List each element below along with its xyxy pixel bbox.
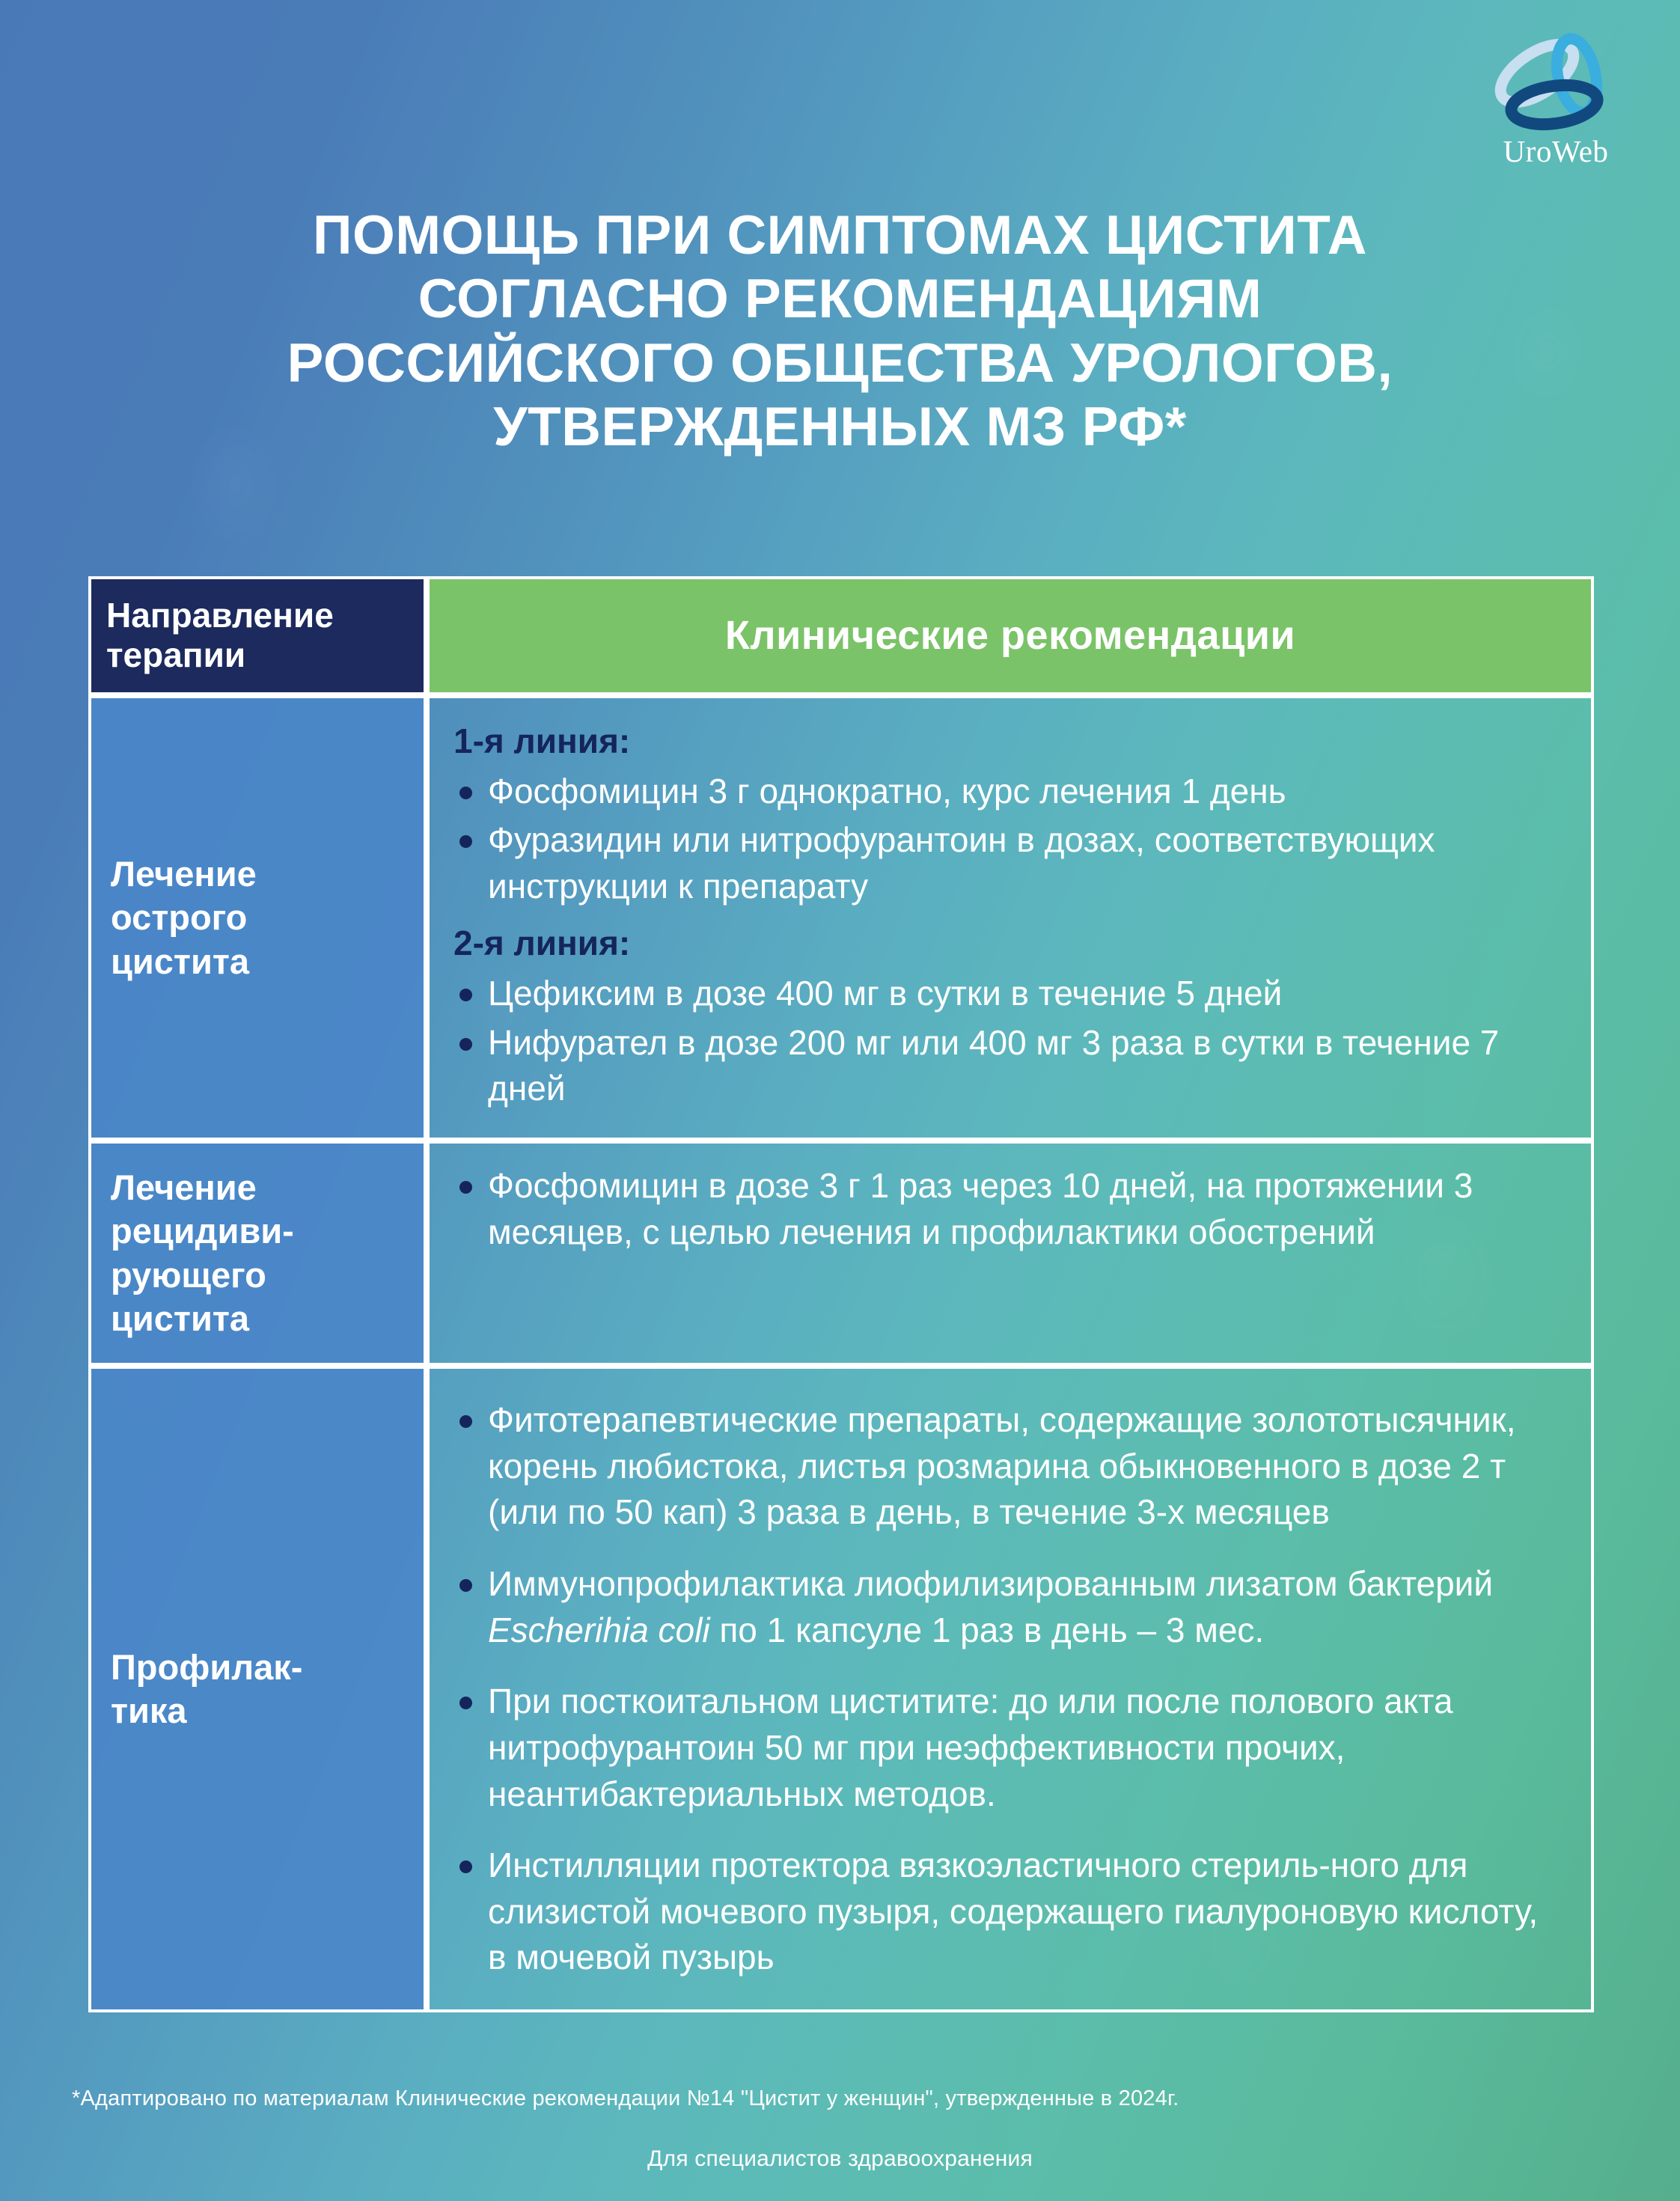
column-header-therapy-direction bbox=[88, 576, 427, 695]
list-item: Цефиксим в дозе 400 мг в сутки в течение 5 дней bbox=[452, 971, 1566, 1017]
list-item: Фуразидин или нитрофурантоин в дозах, соответствующих инструкции к препарату bbox=[452, 817, 1566, 909]
row-category-acute-line1: Лечение bbox=[111, 853, 257, 894]
row-content-acute-cystitis bbox=[427, 695, 1594, 1141]
row-content-prophylaxis bbox=[427, 1366, 1594, 2012]
row-category-prophylaxis bbox=[88, 1366, 427, 2012]
row-category-recurrent-line1: Лечение bbox=[111, 1167, 257, 1208]
list-item: Фитотерапевтические препараты, содержащие золототысячник, корень любистока, листья розмарина обыкновенного в дозе 2 т (или по 50 кап) 3 раза в день, в течение 3-х месяцев bbox=[452, 1397, 1566, 1536]
title-line-2: СОГЛАСНО РЕКОМЕНДАЦИЯМ bbox=[418, 269, 1262, 330]
list-item: Инстилляции протектора вязкоэластичного стериль-ного для слизистой мочевого пузыря, содержащего гиалуроновую кислоту, в мочевой пузырь bbox=[452, 1843, 1566, 1981]
source-footnote: *Адаптировано по материалам Клинические рекомендации №14 "Цистит у женщин", утвержденные в 2024г. bbox=[72, 2086, 1179, 2110]
bullet-list-prophylaxis bbox=[452, 1397, 1566, 1981]
table-header-row bbox=[88, 576, 1594, 695]
subheading-first-line-therapy: 1-я линия: bbox=[453, 721, 631, 760]
subheading-second-line-therapy: 2-я линия: bbox=[453, 924, 631, 963]
list-item: Нифурател в дозе 200 мг или 400 мг 3 раза в сутки в течение 7 дней bbox=[452, 1020, 1566, 1112]
row-category-prophylaxis-line1: Профилак- bbox=[111, 1646, 303, 1687]
column-header-therapy-direction-line1: Направление bbox=[106, 596, 334, 635]
bullet-list-second-line bbox=[452, 971, 1566, 1112]
list-item: Фосфомицин 3 г однократно, курс лечения 1 день bbox=[452, 769, 1566, 815]
row-category-acute-line2: острого bbox=[111, 897, 248, 938]
uroweb-wordmark: UroWeb bbox=[1503, 134, 1609, 168]
title-line-3: РОССИЙСКОГО ОБЩЕСТВА УРОЛОГОВ, bbox=[287, 332, 1393, 394]
column-header-clinical-recommendations: Клинические рекомендации bbox=[427, 576, 1594, 695]
table-row-recurrent-cystitis bbox=[88, 1141, 1594, 1366]
uroweb-logo bbox=[1482, 28, 1629, 178]
page-title bbox=[0, 204, 1680, 460]
title-line-1: ПОМОЩЬ ПРИ СИМПТОМАХ ЦИСТИТА bbox=[313, 205, 1367, 266]
latin-species-name: Escherihia coli bbox=[488, 1610, 710, 1649]
table-row-prophylaxis bbox=[88, 1366, 1594, 2012]
list-item-text-pre: Иммунопрофилактика лиофилизированным лизатом бактерий bbox=[488, 1564, 1494, 1603]
list-item bbox=[452, 1561, 1566, 1653]
row-category-recurrent-line2: рецидиви- bbox=[111, 1211, 294, 1251]
uroweb-rings-icon bbox=[1482, 28, 1629, 141]
row-content-recurrent-cystitis bbox=[427, 1141, 1594, 1366]
row-category-acute-line3: цистита bbox=[111, 941, 249, 981]
row-category-acute-cystitis bbox=[88, 695, 427, 1141]
row-category-prophylaxis-line2: тика bbox=[111, 1691, 187, 1731]
list-item: Фосфомицин в дозе 3 г 1 раз через 10 дней, на протяжении 3 месяцев, с целью лечения и профилактики обострений bbox=[452, 1163, 1566, 1255]
audience-disclaimer: Для специалистов здравоохранения bbox=[647, 2146, 1033, 2171]
title-line-4: УТВЕРЖДЕННЫХ МЗ РФ* bbox=[493, 397, 1187, 458]
list-item: При посткоитальном циститите: до или после полового акта нитрофурантоин 50 мг при неэффективности прочих, неантибактериальных методов. bbox=[452, 1679, 1566, 1817]
recommendations-table bbox=[88, 576, 1594, 2012]
row-category-recurrent-line3: рующего bbox=[111, 1254, 266, 1295]
table-row-acute-cystitis bbox=[88, 695, 1594, 1141]
bullet-list-first-line bbox=[452, 769, 1566, 910]
row-category-recurrent-line4: цистита bbox=[111, 1298, 249, 1338]
list-item-text-post: по 1 капсуле 1 раз в день – 3 мес. bbox=[709, 1610, 1265, 1649]
bullet-list-recurrent bbox=[452, 1163, 1566, 1255]
row-category-recurrent-cystitis bbox=[88, 1141, 427, 1366]
column-header-therapy-direction-line2: терапии bbox=[106, 635, 246, 675]
